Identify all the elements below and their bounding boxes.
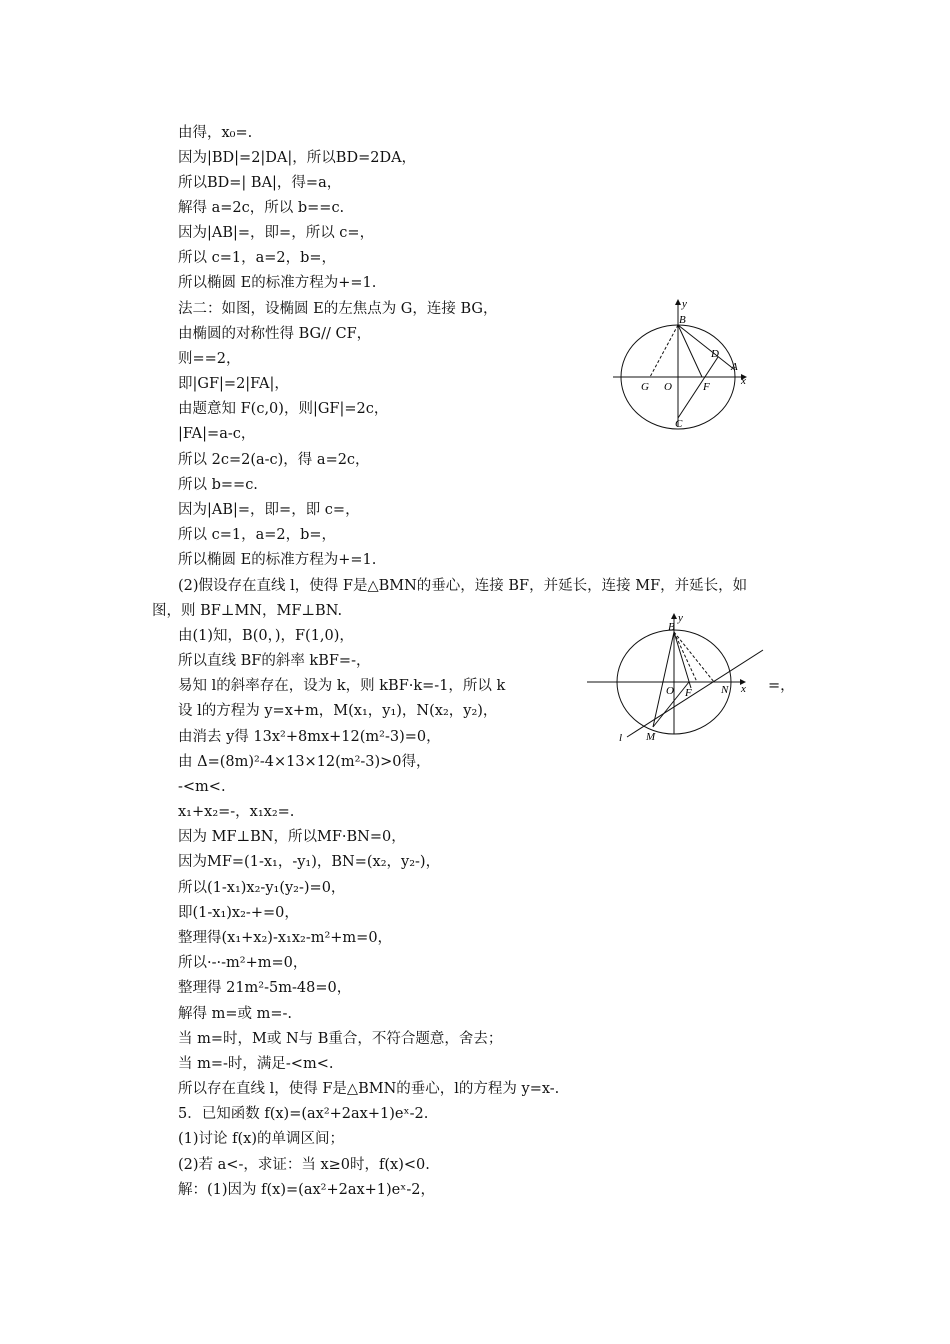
label-y: y — [682, 298, 687, 310]
text-line-35: 整理得 21m²-5m-48=0， — [178, 980, 352, 996]
text-line-17: 所以 c=1，a=2，b=， — [178, 527, 337, 543]
text-line-21: 由(1)知，B(0，)，F(1,0)， — [178, 628, 354, 644]
segment-BF — [678, 325, 702, 377]
label-C: C — [675, 418, 683, 430]
text-line-34: 所以·-·-m²+m=0， — [178, 955, 308, 971]
segment-BM — [653, 632, 674, 727]
text-line-39: 所以存在直线 l，使得 F是△BMN的垂心，l的方程为 y=x-. — [178, 1081, 560, 1097]
text-line-37: 当 m=时，M或 N与 B重合，不符合题意，舍去； — [178, 1031, 503, 1047]
label-N: N — [721, 684, 729, 696]
text-line-5: 因为|AB|=，即=，所以 c=， — [178, 225, 375, 241]
text-line-33: 整理得(x₁+x₂)-x₁x₂-m²+m=0， — [178, 930, 393, 946]
ellipse-figure-2 — [585, 610, 765, 744]
text-line-4: 解得 a=2c，所以 b==c. — [178, 200, 345, 216]
text-line-38: 当 m=-时，满足-<m<. — [178, 1056, 334, 1072]
text-line-41: (1)讨论 f(x)的单调区间； — [178, 1131, 345, 1147]
text-line-1: 由得，x₀=. — [178, 125, 253, 141]
text-line-12: 由题意知 F(c,0)，则|GF|=2c， — [178, 401, 389, 417]
y-axis-arrow-icon — [671, 613, 677, 619]
text-line-2: 因为|BD|=2|DA|，所以BD=2DA， — [178, 150, 417, 166]
label-O: O — [664, 381, 672, 393]
text-line-36: 解得 m=或 m=-. — [178, 1006, 293, 1022]
text-line-3: 所以BD=| BA|，得=a， — [178, 175, 342, 191]
label-O: O — [666, 685, 674, 697]
label-B: B — [679, 314, 686, 326]
text-line-25: 由消去 y得 13x²+8mx+12(m²-3)=0， — [178, 729, 441, 745]
text-line-7: 所以椭圆 E的标准方程为+=1. — [178, 275, 377, 291]
label-x: x — [741, 375, 746, 387]
text-line-24: 设 l的方程为 y=x+m，M(x₁，y₁)，N(x₂，y₂)， — [178, 703, 498, 719]
text-line-6: 所以 c=1，a=2，b=， — [178, 250, 337, 266]
text-line-18: 所以椭圆 E的标准方程为+=1. — [178, 552, 377, 568]
ellipse-figure-1 — [610, 296, 760, 432]
text-line-42: (2)若 a<-，求证：当 x≥0时，f(x)<0. — [178, 1157, 430, 1173]
text-line-27: -<m<. — [178, 779, 226, 795]
label-F: F — [685, 687, 692, 699]
label-y: y — [678, 612, 683, 624]
label-F: F — [703, 381, 710, 393]
text-line-16: 因为|AB|=，即=，即 c=， — [178, 502, 360, 518]
text-line-43: 解：(1)因为 f(x)=(ax²+2ax+1)eˣ-2， — [178, 1182, 436, 1198]
text-line-22: 所以直线 BF的斜率 kBF=-， — [178, 653, 371, 669]
text-line-9: 由椭圆的对称性得 BG// CF， — [178, 326, 372, 342]
label-B: B — [668, 621, 675, 633]
label-D: D — [711, 348, 719, 360]
text-line-31: 所以(1-x₁)x₂-y₁(y₂-)=0， — [178, 880, 346, 896]
label-l: l — [619, 732, 623, 744]
text-line-15: 所以 b==c. — [178, 477, 258, 493]
label-x: x — [741, 683, 746, 695]
text-line-40: 5．已知函数 f(x)=(ax²+2ax+1)eˣ-2. — [178, 1106, 429, 1122]
label-M: M — [646, 731, 656, 743]
text-line-14: 所以 2c=2(a-c)，得 a=2c， — [178, 452, 370, 468]
text-line-11: 即|GF|=2|FA|， — [178, 376, 289, 392]
segment-BG-dashed — [650, 325, 678, 377]
text-line-20: 图，则 BF⊥MN，MF⊥BN. — [152, 603, 343, 619]
text-line-13: |FA|=a-c， — [178, 426, 256, 442]
text-line-10: 则==2， — [178, 351, 241, 367]
segment-BF — [674, 632, 691, 688]
label-A: A — [731, 361, 738, 373]
y-axis-arrow-icon — [675, 299, 681, 305]
text-line-tail: =， — [768, 678, 795, 694]
text-line-30: 因为MF=(1-x₁，-y₁)，BN=(x₂，y₂-)， — [178, 854, 441, 870]
text-line-26: 由 Δ=(8m)²-4×13×12(m²-3)>0得， — [178, 754, 431, 770]
text-line-32: 即(1-x₁)x₂-+=0， — [178, 905, 299, 921]
text-line-23: 易知 l的斜率存在，设为 k，则 kBF·k=-1，所以 k — [178, 678, 506, 694]
text-line-19: (2)假设存在直线 l，使得 F是△BMN的垂心，连接 BF，并延长，连接 MF，并延长，如 — [178, 578, 748, 594]
segment-CD — [678, 357, 718, 418]
text-line-29: 因为 MF⊥BN，所以MF·BN=0， — [178, 829, 406, 845]
text-line-8: 法二：如图，设椭圆 E的左焦点为 G，连接 BG， — [178, 301, 498, 317]
label-G: G — [641, 381, 649, 393]
text-line-28: x₁+x₂=-，x₁x₂=. — [178, 804, 295, 820]
